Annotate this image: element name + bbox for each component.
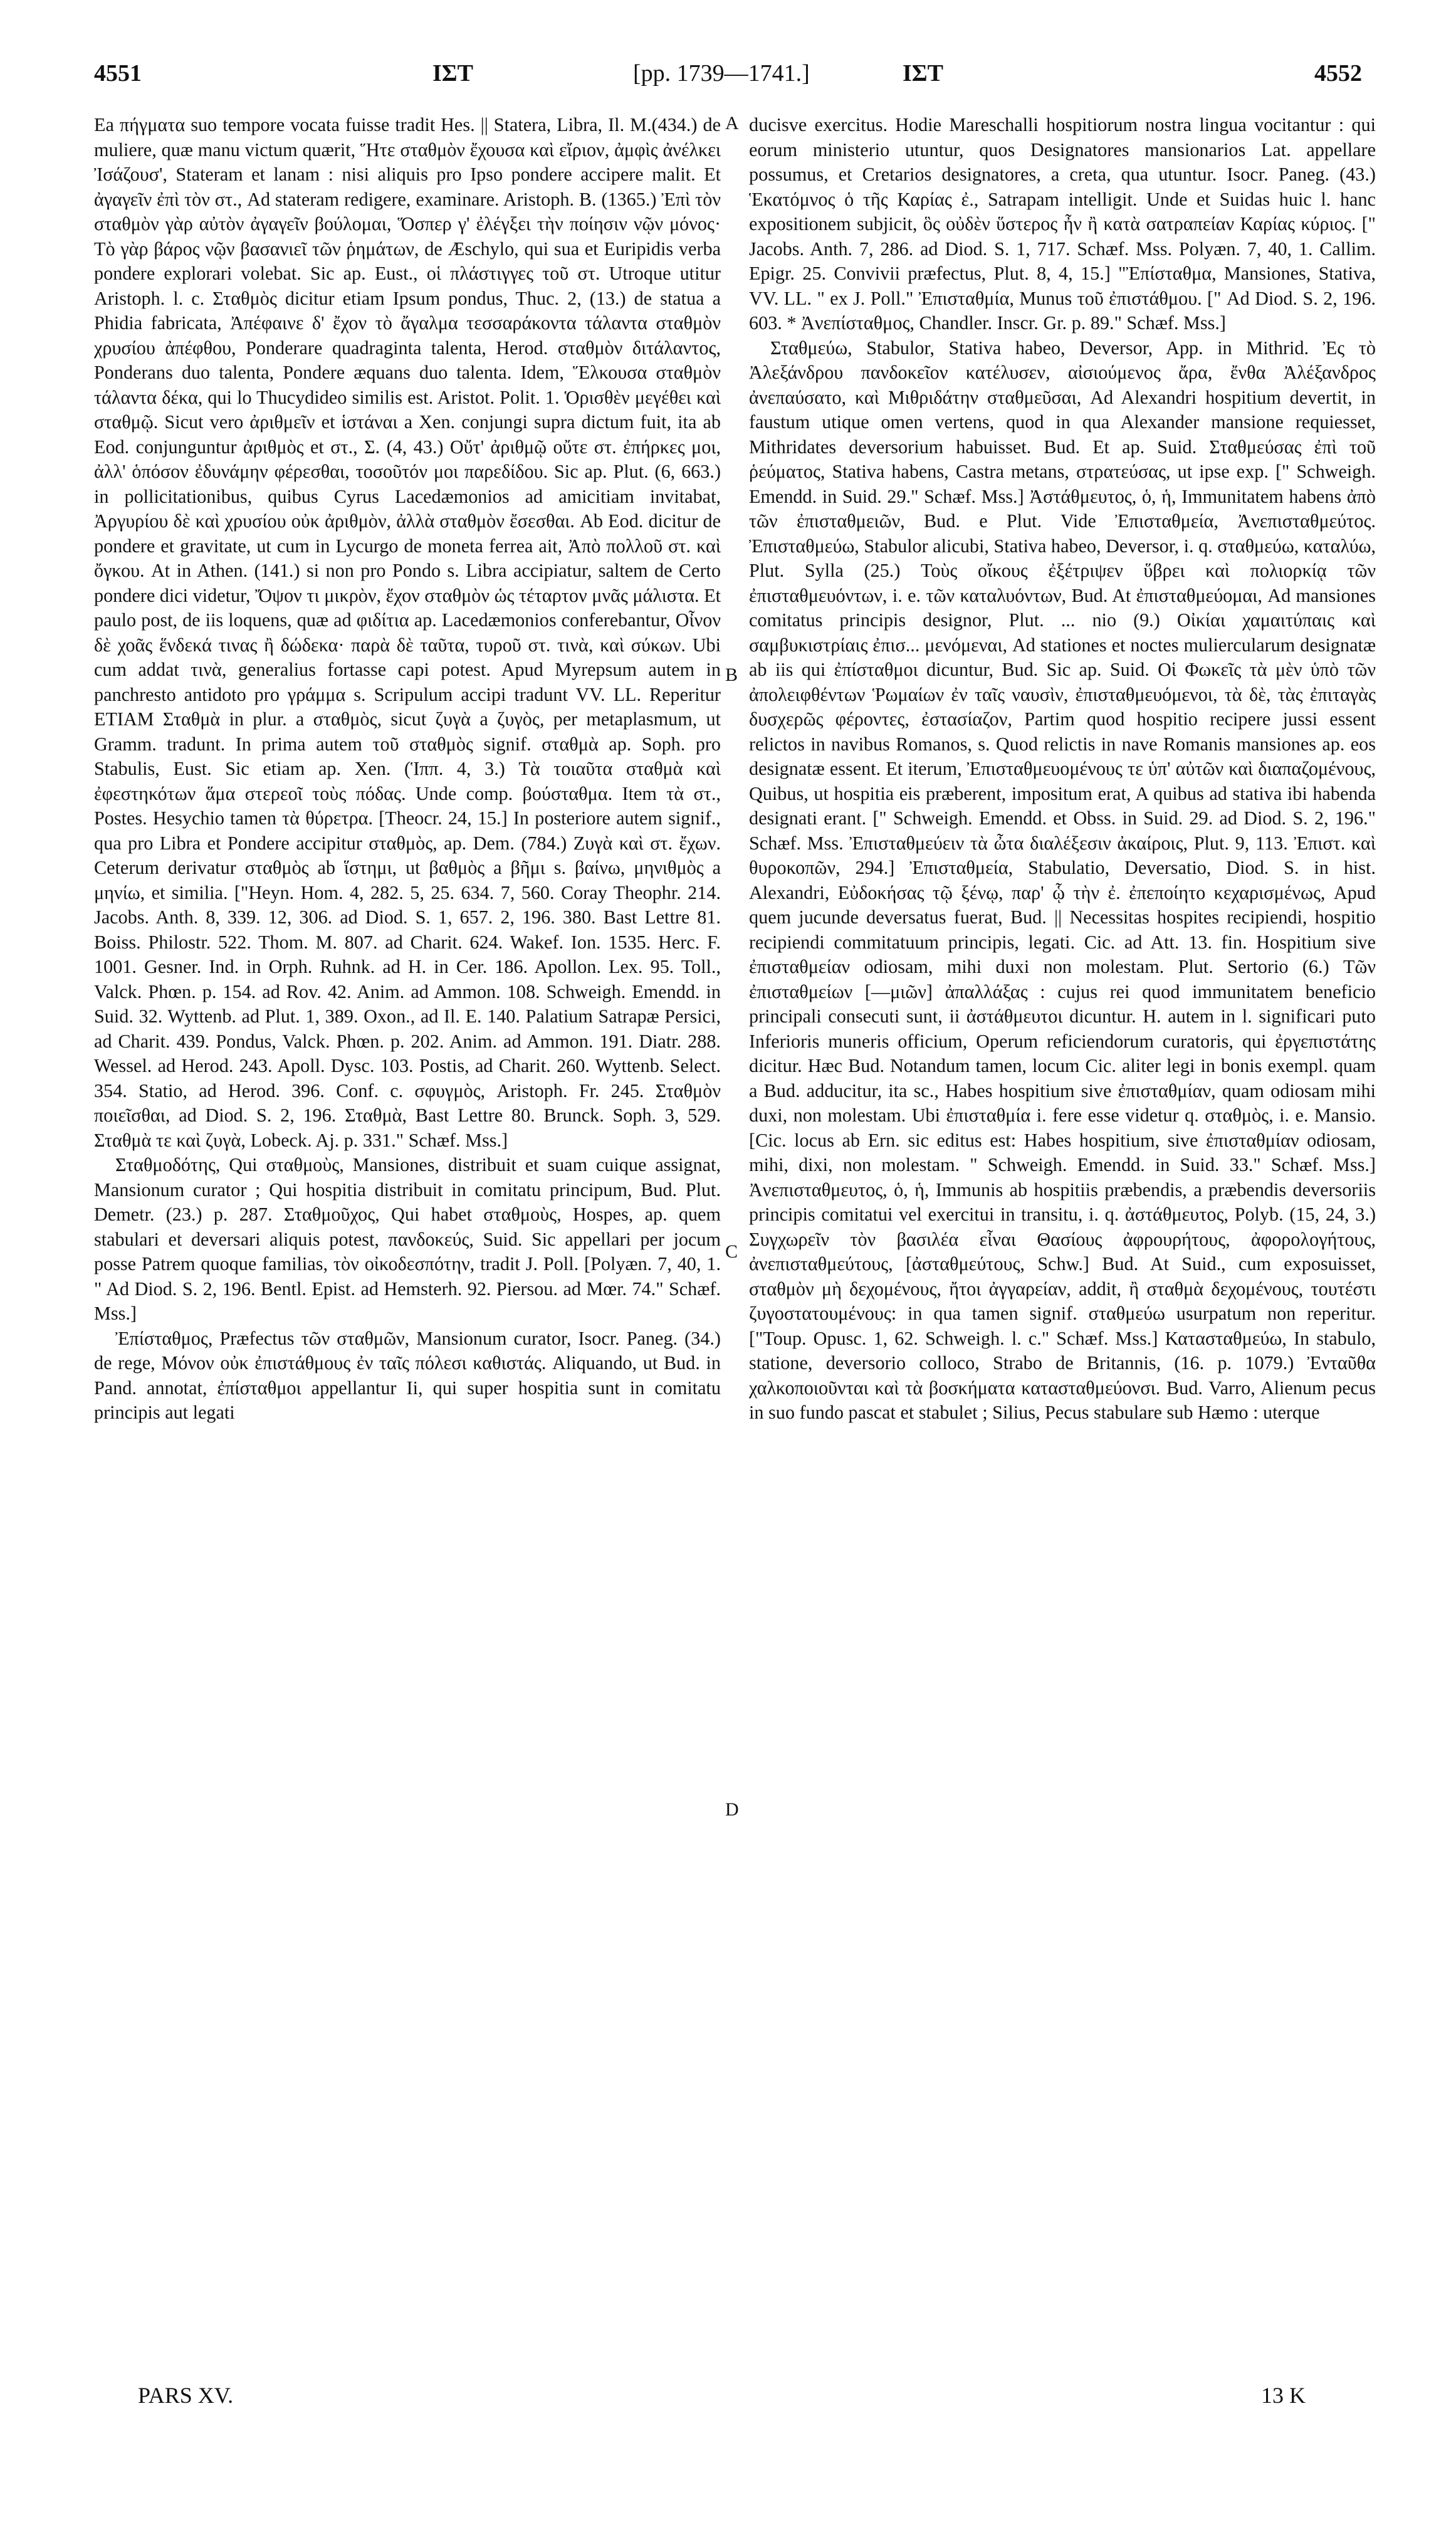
section-marker-d: D <box>725 1799 739 1820</box>
right-running-head: ΙΣΤ <box>903 60 943 87</box>
signature-mark: PARS XV. <box>138 2383 234 2408</box>
entry-stathmodotes: Σταθμοδότης, Qui σταθμοὺς, Mansiones, distribuit et suam cuique assignat, Mansionum curator ; Qui hospitia distribuit in comitatu principum, Bud. Plut. Demetr. (23.) p. 287. Σταθμοῦχος, Qui habet σταθμοὺς, Hospes, ap. quem stabulari et deversari aliquis potest, πανδοκεύς, Suid. Sic appellari per jocum posse Patrem quoque familias, τὸν οἰκοδεσπότην, tradit J. Poll. [Polyæn. 7, 40, 1. " Ad Diod. S. 2, 196. Bentl. Epist. ad Hemsterh. 92. Piersou. ad Mœr. 74." Schæf. Mss.] <box>94 1154 721 1324</box>
right-column <box>749 113 1376 1426</box>
gathering-mark: 13 K <box>1261 2383 1306 2408</box>
page-header <box>94 60 1362 97</box>
section-marker-c: C <box>725 1241 738 1262</box>
section-marker-a: A <box>725 113 739 134</box>
left-page-number: 4551 <box>94 60 142 87</box>
page-footer <box>94 2382 1362 2414</box>
left-running-head: ΙΣΤ <box>432 60 473 87</box>
page-range: [pp. 1739—1741.] <box>633 60 810 87</box>
entry-epistathmos-cont: ducisve exercitus. Hodie Mareschalli hospitiorum nostra lingua vocitantur : qui eorum ministerio utuntur, quos Designatores mansionarios Lat. appellare possumus, et Cretarios designatores, a creta, qua utuntur. Isocr. Paneg. (43.) Ἑκατόμνος ὁ τῆς Καρίας ἐ., Satrapam intelligit. Unde et Suidas huic l. hanc expositionem subjicit, ὃς οὐδὲν ὕστερος ἦν ἢ κατὰ σατραπείαν Καρίας κύριος. [" Jacobs. Anth. 7, 286. ad Diod. S. 1, 717. Schæf. Mss. Polyæn. 7, 40, 1. Callim. Epigr. 25. Convivii præfectus, Plut. 8, 4, 15.] "Ἐπίσταθμα, Mansiones, Stativa, VV. LL. " ex J. Poll." Ἐπισταθμία, Munus τοῦ ἐπιστάθμου. [" Ad Diod. S. 2, 196. 603. * Ἀνεπίσταθμος, Chandler. Inscr. Gr. p. 89." Schæf. Mss.] <box>749 114 1376 334</box>
entry-stathmos: Ea πήγματα suo tempore vocata fuisse tradit Hes. || Statera, Libra, Il. M.(434.) de muliere, quæ manu victum quærit, Ἥτε σταθμὸν ἔχουσα καὶ εἴριον, ἀμφὶς ἀνέλκει Ἰσάζουσ', Stateram et lanam : nisi aliquis pro Ipso pondere accipere malit. Et ἀγαγεῖν ἐπὶ τὸν στ., Ad stateram redigere, examinare. Aristoph. B. (1365.) Ἐπὶ τὸν σταθμὸν γὰρ αὐτὸν ἀγαγεῖν βούλομαι, Ὅσπερ γ' ἐλέγξει τὴν ποίησιν νῷν μόνος· Τὸ γὰρ βάρος νῷν βασανιεῖ τῶν ῥημάτων, de Æschylo, qui sua et Euripidis verba pondere explorari volebat. Sic ap. Eust., οἱ πλάστιγγες τοῦ στ. Utroque utitur Aristoph. l. c. Σταθμὸς dicitur etiam Ipsum pondus, Thuc. 2, (13.) de statua a Phidia fabricata, Ἀπέφαινε δ' ἔχον τὸ ἄγαλμα τεσσαράκοντα τάλαντα σταθμὸν χρυσίου ἀπέφθου, Ponderare quadraginta talenta, Herod. σταθμὸν διτάλαντος, Ponderans duo talenta, Pondere æquans duo talenta. Idem, Ἕλκουσα σταθμὸν τάλαντα δέκα, qui lo Thucydideo similis est. Aristot. Polit. 1. Ὁρισθὲν μεγέθει καὶ σταθμῷ. Sicut vero ἀριθμεῖν et ἱστάναι a Xen. conjungi supra dictum fuit, ita ab Eod. conjunguntur ἀριθμὸς et στ., Σ. (4, 43.) Οὔτ' ἀριθμῷ οὔτε στ. ἐπήρκες μοι, ἀλλ' ὁπόσον ἐδυνάμην φέρεσθαι, τοσοῦτόν μοι παρεδίδου. Sic ap. Plut. (6, 663.) in pollicitationibus, quibus Cyrus Lacedæmonios ad amicitiam invitabat, Ἀργυρίου δὲ καὶ χρυσίου οὐκ ἀριθμὸν, ἀλλὰ σταθμὸν ἔσεσθαι. Ab Eod. dicitur de pondere et gravitate, ut cum in Lycurgo de moneta ferrea ait, Ἀπὸ πολλοῦ στ. καὶ ὄγκου. At in Athen. (141.) si non pro Pondo s. Libra accipiatur, saltem de Certo pondere dici videtur, Ὄψον τι μικρὸν, ἔχον σταθμὸν ὡς τέταρτον μνᾶς μάλιστα. Et paulo post, de iis loquens, quæ ad φιδίτια ap. Lacedæmonios conferebantur, Οἶνον δὲ χοᾶς ἕνδεκά τινας ἢ δώδεκα· παρὰ δὲ ταῦτα, τυροῦ στ. τινὰ, καὶ σύκων. Ubi cum addat τινὰ, generalius fortasse capi potest. Apud Myrepsum autem in panchresto antidoto pro γράμμα s. Scripulum accipi tradunt VV. LL. Reperitur ETIAM Σταθμὰ in plur. a σταθμὸς, sicut ζυγὰ a ζυγὸς, per metaplasmum, ut Gramm. tradunt. In prima autem τοῦ σταθμὸς signif. σταθμὰ ap. Soph. pro Stabulis, Eust. Sic etiam ap. Xen. (Ἱππ. 4, 3.) Τὰ τοιαῦτα σταθμὰ καὶ ἐφεστηκότων ἅμα στερεοῖ τοὺς πόδας. Unde comp. βούσταθμα. Item τὰ στ., Postes. Hesychio tamen τὰ θύρετρα. [Theocr. 24, 15.] In posteriore autem signif., qua pro Libra et Pondere accipitur σταθμὸς, ap. Dem. (784.) Ζυγὰ καὶ στ. ἔχων. Ceterum derivatur σταθμὸς ab ἵστημι, ut βαθμὸς a βῆμι s. βαίνω, μηνιθμὸς a μηνίω, et similia. ["Heyn. Hom. 4, 282. 5, 25. 634. 7, 560. Coray Theophr. 214. Jacobs. Anth. 8, 339. 12, 306. ad Diod. S. 1, 657. 2, 196. 380. Bast Lettre 81. Boiss. Philostr. 522. Thom. M. 807. ad Charit. 624. Wakef. Ion. 1535. Herc. F. 1001. Gesner. Ind. in Orph. Ruhnk. ad H. in Cer. 186. Apollon. Lex. 95. Toll., Valck. Phœn. p. 154. ad Rov. 42. Anim. ad Ammon. 108. Schweigh. Emendd. in Suid. 32. Wyttenb. ad Plut. 1, 389. Oxon., ad Il. E. 140. Palatium Satrapæ Persici, ad Charit. 439. Pondus, Valck. Phœn. p. 202. Anim. ad Ammon. 191. Diatr. 288. Wessel. ad Herod. 243. Apoll. Dysc. 103. Postis, ad Charit. 260. Wyttenb. Select. 354. Statio, ad Herod. 396. Conf. c. σφυγμὸς, Aristoph. Fr. 245. Σταθμὸν ποιεῖσθαι, ad Diod. S. 2, 196. Σταθμὰ, Bast Lettre 80. Brunck. Soph. 3, 529. Σταθμὰ τε καὶ ζυγὰ, Lobeck. Aj. p. 331." Schæf. Mss.] <box>94 114 721 1151</box>
entry-epistathmos: Ἐπίσταθμος, Præfectus τῶν σταθμῶν, Mansionum curator, Isocr. Paneg. (34.) de rege, Μόνον οὐκ ἐπιστάθμους ἐν ταῖς πόλεσι καθιστάς. Aliquando, ut Bud. in Pand. annotat, ἐπίσταθμοι appellantur Ii, qui super hospitia sunt in comitatu principis aut legati <box>94 1327 721 1423</box>
left-column <box>94 113 721 1426</box>
section-marker-b: B <box>725 664 738 685</box>
right-page-number: 4552 <box>1314 60 1362 87</box>
entry-stathmeuo: Σταθμεύω, Stabulor, Stativa habeo, Deversor, App. in Mithrid. Ἐς τὸ Ἀλεξάνδρου πανδοκεῖον κατέλυσεν, αἰσιούμενος ἄρα, ἔνθα Ἀλέξανδρος ἀνεπαύσατο, καὶ Μιθριδάτην σταθμεῦσαι, Ad Alexandri hospitium devertit, in faustum utique omen vertens, quod in qua Alexander mansione requiesset, Mithridates deversorium habuisset. Bud. Et ap. Suid. Σταθμεύσας ἐπὶ τοῦ ῥεύματος, Stativa habens, Castra metans, στρατεύσας, ut ipse exp. [" Schweigh. Emendd. in Suid. 29." Schæf. Mss.] Ἀστάθμευτος, ὁ, ἡ, Immunitatem habens ἀπὸ τῶν ἐπισταθμειῶν, Bud. e Plut. Vide Ἐπισταθμεία, Ἀνεπισταθμεύτος. Ἐπισταθμεύω, Stabulor alicubi, Stativa habeo, Deversor, i. q. σταθμεύω, καταλύω, Plut. Sylla (25.) Τοὺς οἴκους ἐξέτριψεν ὕβρει καὶ πολιορκίᾳ τῶν ἐπισταθμευόντων, i. e. τῶν καταλυόντων, Bud. At ἐπισταθμεύομαι, Ad mansiones comitatus principis designor, Plut. ... nio (9.) Οἰκίαι χαμαιτύπαις καὶ σαμβυκιστρίαις ἐπισ... μενόμεναι, Ad stationes et noctes muliercularum designatæ ab iis qui ἐπίσταθμοι dicuntur, Bud. Sic ap. Suid. Οἱ Φωκεῖς τὰ μὲν ὑπὸ τῶν ἀπολειφθέντων Ῥωμαίων ἐν ταῖς ναυσὶν, ἐπισταθμευόμενοι, τὰ δὲ, τὰς ἐπιταγὰς δυσχερῶς φέροντες, ἐστασίαζον, Partim quod hospitio recipere jussi essent relictos in navibus Romanos, s. Quod relictis in nave Romanis mansiones ap. eos designatæ essent. Et iterum, Ἐπισταθμευομένους τε ὑπ' αὐτῶν καὶ διαπαζομένους, Quibus, ut hospitia eis præberent, impositum erat, A quibus ad stativa ibi habenda designati erant. [" Schweigh. Emendd. et Obss. in Suid. 29. ad Diod. S. 2, 196." Schæf. Mss. Ἐπισταθμεύειν τὰ ὦτα διαλέξεσιν ἀκαίροις, Plut. 9, 113. Ἐπιστ. καὶ θυροκοπῶν, 294.] Ἐπισταθμεία, Stabulatio, Deversatio, Diod. S. in hist. Alexandri, Εὐδοκήσας τῷ ξένῳ, παρ' ᾧ τὴν ἐ. ἐπεποίητο κεχαρισμένως, Apud quem jucunde deversatus fuerat, Bud. || Necessitas hospites recipiendi, hospitio recipiendi commitatuum principis, legati. Cic. ad Att. 13. fin. Hospitium sive ἐπισταθμείαν odiosam, mihi duxi non molestam. Plut. Sertorio (6.) Τῶν ἐπισταθμείων [—μιῶν] ἀπαλλάξας : cujus rei quod immunitatem beneficio principali consecuti sunt, ii ἀστάθμευτοι dicuntur. H. autem in l. significari puto Inferioris muneris officium, Operum reficiendorum curatoris, qui ἐργεπιστάτης dicitur. Hæc Bud. Notandum tamen, locum Cic. aliter legi in bonis exempl. quam a Bud. adducitur, ita sc., Habes hospitium sive ἐπισταθμίαν, quam odiosam mihi duxi, non molestam. Ubi ἐπισταθμία i. fere esse videtur q. σταθμὸς, i. e. Mansio. [Cic. locus ab Ern. sic editus est: Habes hospitium, sive ἐπισταθμίαν odiosam, mihi, dixi, non molestam. " Schweigh. Emendd. in Suid. 33." Schæf. Mss.] Ἀνεπισταθμευτος, ὁ, ἡ, Immunis ab hospitiis præbendis, a præbendis deversoriis principis comitatui vel exercitui in transitu, i. q. ἀστάθμευτος, Polyb. (15, 24, 3.) Συγχωρεῖν τὸν βασιλέα εἶναι Θασίους ἀφρουρήτους, ἀφορολογήτους, ἀνεπισταθμεύτους, [ἀσταθμεύτους, Schw.] Bud. At Suid., cum exposuisset, σταθμὸν μὴ δεχομένους, ἤτοι ἀγγαρείαν, addit, ἢ σταθμὰ δεχομένους, τουτέστι ζυγοστατουμένους: in qua tamen signif. σταθμεύω usurpatum non reperitur. ["Toup. Opusc. 1, 62. Schweigh. l. c." Schæf. Mss.] Κατασταθμεύω, In stabulo, statione, deversorio colloco, Strabo de Britannis, (16. p. 1079.) Ἐνταῦθα χαλκοποιοῦνται καὶ τὰ βοσκήματα κατασταθμεύονσι. Bud. Varro, Alienum pecus in suo fundo pascat et stabulet ; Silius, Pecus stabulare sub Hæmo : uterque <box>749 337 1376 1423</box>
